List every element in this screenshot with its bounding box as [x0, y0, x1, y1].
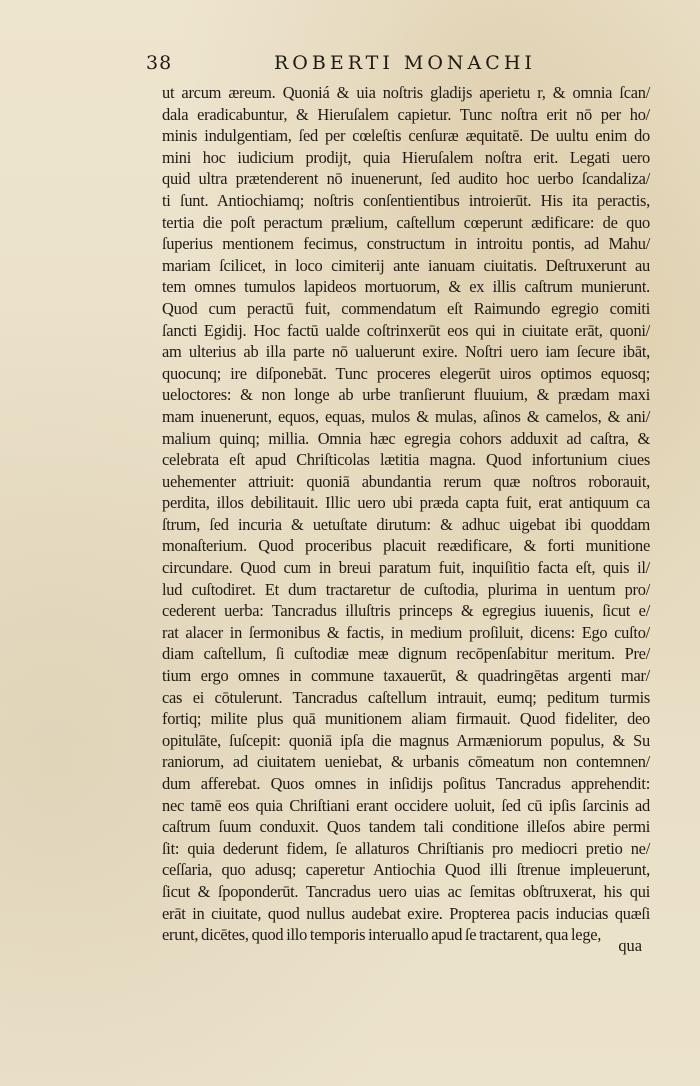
- text-line: circundare. Quod cum in breui paratum fuit, inquiſitio facta eſt, quis il/: [162, 558, 650, 578]
- text-line: rat alacer in ſermonibus & factis, in medium proſiluit, dicens: Ego cuſto/: [162, 622, 650, 642]
- text-line: opitulāte, ſuſcepit: quoniā ipſa die magnus Armæniorum populus, & Su: [162, 730, 650, 750]
- text-line: mariam ſcilicet, in loco cimiterij ante ianuam ciuitatis. Deſtruxerunt au: [162, 255, 650, 275]
- text-line: ſtrum, ſed incuria & uetuſtate dirutum: & adhuc uigebat ibi quoddam: [162, 514, 650, 534]
- text-line: ſuperius mentionem fecimus, constructum in introitu pontis, ad Mahu/: [162, 234, 650, 254]
- text-line: ueloctores: & non longe ab urbe tranſierunt fluuium, & prædam maxi: [162, 385, 650, 405]
- text-line: nec tamē eos quia Chriſtiani erant occidere uoluit, ſed cū ipſis ſarcinis ad: [162, 795, 650, 815]
- text-line: uehementer attriuit: quoniā abundantia rerum quæ noſtros roborauit,: [162, 471, 650, 491]
- text-line: monaſterium. Quod proceribus placuit reædificare, & forti munitione: [162, 536, 650, 556]
- text-line: diam caſtellum, ſi cuſtodiæ meæ dignum recōpenſabitur meritum. Pre/: [162, 644, 650, 664]
- text-line: minis indulgentiam, ſed per cœleſtis cenſuræ æquitatē. De uultu enim do: [162, 126, 650, 146]
- text-line: ti ſunt. Antiochiamq; noſtris conſentientibus introierūt. His ita peractis,: [162, 190, 650, 210]
- text-line: tium ergo omnes in commune taxauerūt, & quadringētas argenti mar/: [162, 666, 650, 686]
- text-line: ſancti Egidij. Hoc factū ualde coſtrinxerūt eos qui in ciuitate erāt, quoni/: [162, 320, 650, 340]
- text-line: quocunq; ire diſponebāt. Tunc proceres elegerūt uiros optimos equosq;: [162, 363, 650, 383]
- text-line: quid ultra prætenderent nō inuenerunt, ſed audito hoc uerbo ſcandaliza/: [162, 169, 650, 189]
- text-line: caſtrum ſuum conduxit. Quos tandem tali conditione illeſos abire permi: [162, 817, 650, 837]
- text-line: malium quinq; millia. Omnia hæc egregia cohors adduxit ad caſtra, &: [162, 428, 650, 448]
- text-line: am ulterius ab illa parte nō ualuerunt exire. Noſtri uero iam ſecure ibāt,: [162, 342, 650, 362]
- text-line: dum afferebat. Quos omnes in inſidijs poſitus Tancradus apprehendit:: [162, 774, 650, 793]
- text-line: erunt, dicētes, quod illo temporis interuallo apud ſe tractarent, qua lege,: [162, 925, 602, 945]
- text-line: cas ei cōtulerunt. Tancradus caſtellum intrauit, eumq; peditum turmis: [162, 687, 650, 707]
- page-number: 38: [146, 52, 173, 74]
- text-line: raniorum, ad ciuitatem ueniebat, & urbanis cōmeatum non contemnen/: [162, 752, 650, 772]
- catchword: qua: [618, 936, 642, 955]
- text-line: ceſſaria, quo adusq; caperetur Antiochia Quod illi ſtrenue impleuerunt,: [162, 860, 650, 880]
- text-line: ut arcum æreum. Quoniá & uia noſtris gladijs aperietu r, & omnia ſcan/: [162, 83, 650, 102]
- text-line: fortiq; milite plus quā munitionem aliam firmauit. Quod fideliter, deo: [162, 709, 650, 729]
- text-line: ſicut & ſpoponderūt. Tancradus uero uias ac ſemitas obſtruxerat, his qui: [162, 881, 650, 901]
- body-text: [162, 82, 650, 946]
- text-line: tem omnes tumulos lapideos mortuorum, & ex illis caſtrum munierunt.: [162, 277, 650, 297]
- running-title: ROBERTI MONACHI: [274, 52, 536, 74]
- text-line: mam inuenerunt, equos, equas, mulos & mulas, aſinos & camelos, & ani/: [162, 406, 650, 426]
- text-line: ſit: quia dederunt fidem, ſe allaturos Chriſtianis pro mediocri pretio ne/: [162, 838, 650, 858]
- text-line: mini hoc iudicium prodijt, quia Hieruſalem noſtra erit. Legati uero: [162, 147, 650, 167]
- text-line: erāt in ciuitate, quod nullus audebat exire. Propterea pacis inducias quæſi: [162, 903, 650, 923]
- text-line: cederent uerba: Tancradus illuſtris princeps & egregius iuuenis, ſicut e/: [162, 601, 650, 621]
- text-line: Quod cum peractū fuit, commendatum eſt Raimundo egregio comiti: [162, 298, 650, 318]
- text-line: perdita, illos debilitauit. Illic uero ubi præda capta fuit, erat antiquum ca: [162, 493, 650, 513]
- running-head: [146, 52, 566, 78]
- text-line: dala eradicabuntur, & Hieruſalem capietur. Tunc noſtra erit nō per ho/: [162, 104, 650, 124]
- text-line: lud cuſtodiret. Et dum tractaretur de cuſtodia, plurima in uentum pro/: [162, 579, 650, 599]
- text-line: celebrata eſt apud Chriſticolas lætitia magna. Quod infortunium ciues: [162, 450, 650, 470]
- text-line: tertia die poſt peractum prælium, caſtellum cœperunt ædificare: de quo: [162, 212, 650, 232]
